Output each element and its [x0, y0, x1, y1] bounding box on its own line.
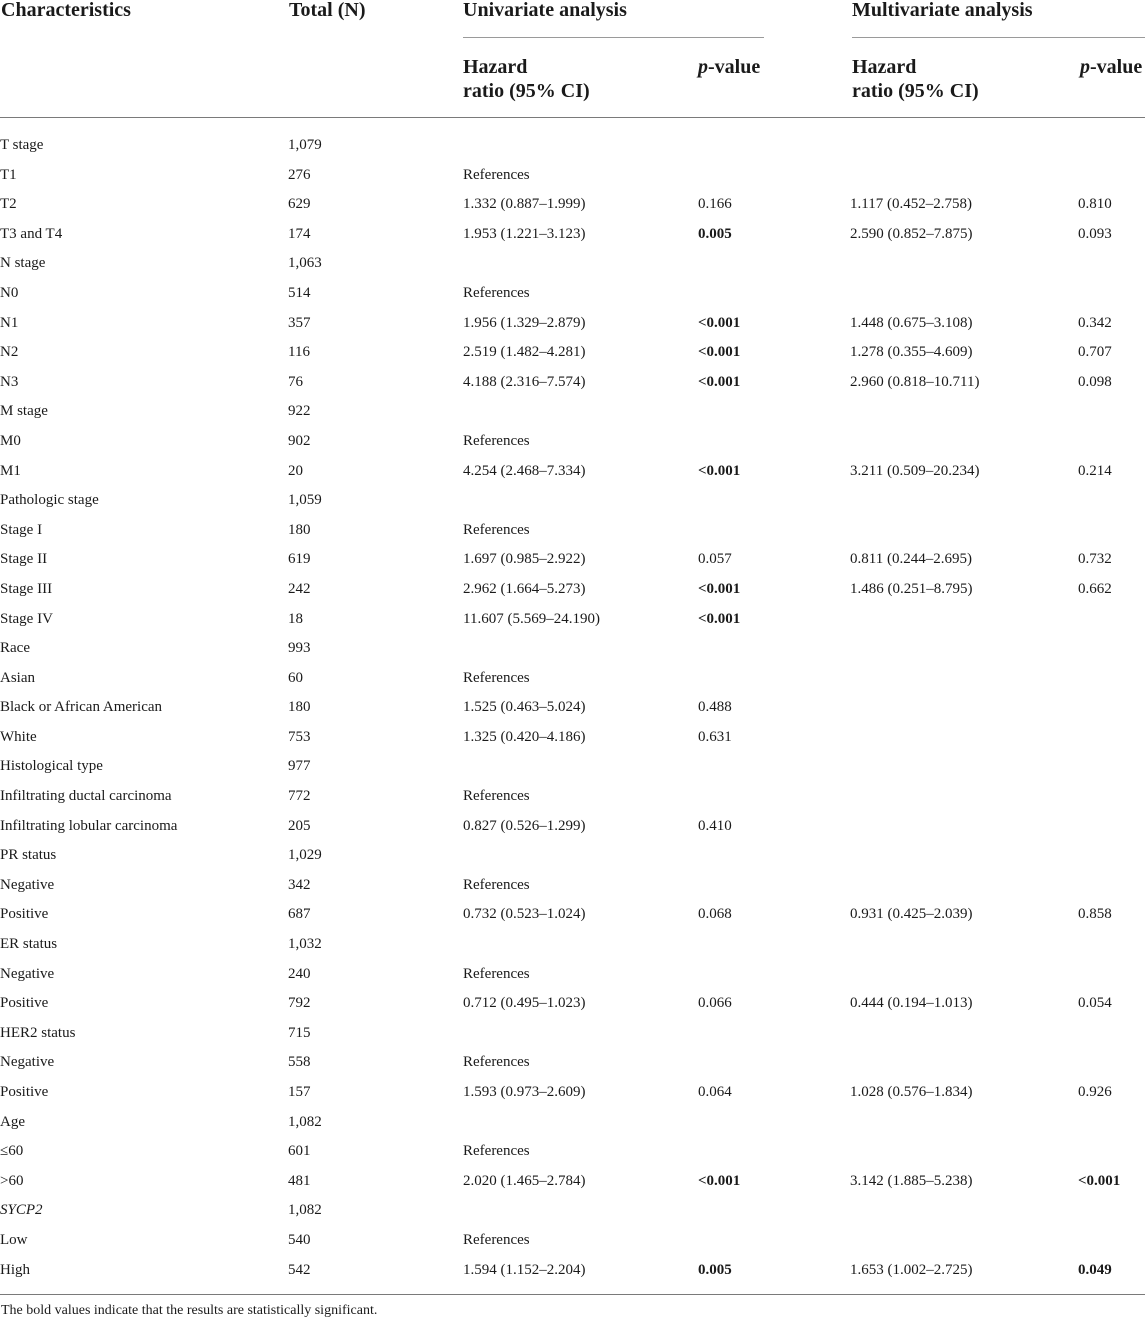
row-characteristic: Histological type	[0, 758, 103, 775]
row-total: 540	[288, 1231, 311, 1248]
row-characteristic: M1	[0, 462, 21, 479]
table-row	[0, 960, 1145, 990]
row-characteristic: M0	[0, 432, 21, 449]
row-multivariate-pvalue	[1078, 693, 1145, 723]
row-multivariate-hr	[850, 752, 1078, 782]
header-characteristics: Characteristics	[1, 0, 131, 21]
header-multivariate: Multivariate analysis	[852, 0, 1033, 21]
row-univariate-pvalue: <0.001	[698, 610, 741, 627]
row-characteristic: Stage II	[0, 551, 48, 568]
row-univariate-pvalue: 0.488	[698, 699, 732, 716]
row-univariate-hr: 0.712 (0.495–1.023)	[463, 995, 586, 1012]
row-multivariate-hr	[850, 397, 1078, 427]
row-total: 276	[288, 166, 311, 183]
row-characteristic: Black or African American	[0, 699, 163, 716]
row-univariate-pvalue: 0.631	[698, 728, 732, 745]
univariate-span-rule	[463, 37, 764, 38]
row-univariate-hr: 0.827 (0.526–1.299)	[463, 817, 586, 834]
row-univariate-hr	[463, 1196, 698, 1226]
header-total: Total (N)	[289, 0, 366, 21]
row-multivariate-pvalue	[1078, 516, 1145, 546]
row-total: 792	[288, 995, 311, 1012]
row-multivariate-pvalue: 0.707	[1078, 344, 1112, 361]
table-row	[0, 871, 1145, 901]
row-univariate-pvalue: 0.166	[698, 196, 732, 213]
row-univariate-pvalue	[698, 1019, 850, 1049]
row-multivariate-hr	[850, 871, 1078, 901]
row-multivariate-hr	[850, 782, 1078, 812]
header-univariate-hr	[463, 55, 590, 103]
table-row	[0, 989, 1145, 1019]
table-row	[0, 545, 1145, 575]
row-univariate-hr: References	[463, 965, 530, 982]
row-characteristic: Infiltrating ductal carcinoma	[0, 788, 172, 805]
row-univariate-pvalue: <0.001	[698, 344, 741, 361]
row-univariate-hr: 1.332 (0.887–1.999)	[463, 196, 586, 213]
row-multivariate-pvalue: 0.662	[1078, 580, 1112, 597]
row-characteristic: Stage III	[0, 580, 53, 597]
row-univariate-pvalue: 0.066	[698, 995, 732, 1012]
table-row	[0, 486, 1145, 516]
row-total: 772	[288, 788, 311, 805]
row-univariate-hr: References	[463, 1143, 530, 1160]
row-multivariate-pvalue: 0.926	[1078, 1084, 1112, 1100]
row-multivariate-hr	[850, 664, 1078, 694]
row-multivariate-hr: 1.486 (0.251–8.795)	[850, 580, 973, 597]
row-total: 542	[288, 1261, 311, 1278]
row-univariate-pvalue	[698, 486, 850, 516]
row-univariate-pvalue: <0.001	[698, 1172, 741, 1189]
row-multivariate-hr	[850, 516, 1078, 546]
row-univariate-pvalue	[698, 131, 850, 161]
row-total: 715	[288, 1024, 311, 1041]
table-row	[0, 427, 1145, 457]
row-multivariate-hr: 1.653 (1.002–2.725)	[850, 1261, 973, 1278]
table-row	[0, 1196, 1145, 1226]
table-row	[0, 664, 1145, 694]
row-univariate-hr: 11.607 (5.569–24.190)	[463, 610, 600, 627]
row-univariate-pvalue	[698, 427, 850, 457]
row-total: 116	[288, 344, 310, 361]
row-univariate-pvalue	[698, 752, 850, 782]
table-row	[0, 900, 1145, 930]
table-row	[0, 457, 1145, 487]
row-univariate-hr: 2.519 (1.482–4.281)	[463, 344, 586, 361]
row-multivariate-pvalue: <0.001	[1078, 1172, 1121, 1189]
row-univariate-pvalue	[698, 871, 850, 901]
row-multivariate-pvalue	[1078, 752, 1145, 782]
row-univariate-hr	[463, 131, 698, 161]
row-multivariate-pvalue: 0.810	[1078, 196, 1112, 213]
row-univariate-pvalue	[698, 1137, 850, 1167]
row-total: 76	[288, 373, 303, 390]
row-univariate-hr: 4.254 (2.468–7.334)	[463, 462, 586, 479]
row-multivariate-pvalue	[1078, 664, 1145, 694]
row-univariate-pvalue: 0.064	[698, 1084, 732, 1100]
row-multivariate-hr	[850, 693, 1078, 723]
table-row	[0, 1256, 1145, 1286]
row-multivariate-pvalue	[1078, 1048, 1145, 1078]
row-characteristic: N2	[0, 344, 19, 361]
header-multivariate-hr-line1: Hazard	[852, 56, 917, 78]
table-row	[0, 1137, 1145, 1167]
header-univariate: Univariate analysis	[463, 0, 627, 21]
header-univariate-hr-line2: ratio (95% CI)	[463, 80, 590, 102]
row-univariate-hr: 1.953 (1.221–3.123)	[463, 225, 586, 242]
row-characteristic: M stage	[0, 403, 48, 420]
row-multivariate-hr: 2.590 (0.852–7.875)	[850, 225, 973, 242]
row-total: 205	[288, 817, 311, 834]
row-multivariate-pvalue	[1078, 249, 1145, 279]
row-multivariate-pvalue: 0.054	[1078, 995, 1112, 1012]
header-multivariate-p-rest: -value	[1090, 56, 1143, 78]
row-total: 1,032	[288, 936, 322, 953]
row-total: 977	[288, 758, 311, 775]
row-univariate-hr	[463, 249, 698, 279]
row-univariate-pvalue: 0.068	[698, 906, 732, 923]
row-characteristic: SYCP2	[0, 1202, 43, 1219]
row-characteristic: T2	[0, 196, 17, 213]
row-total: 342	[288, 876, 311, 893]
row-characteristic: N3	[0, 373, 19, 390]
row-total: 993	[288, 640, 311, 657]
footnote: The bold values indicate that the results are statistically significant.	[1, 1303, 378, 1318]
row-univariate-hr	[463, 397, 698, 427]
row-multivariate-hr	[850, 605, 1078, 635]
row-multivariate-pvalue	[1078, 1137, 1145, 1167]
row-multivariate-hr	[850, 1108, 1078, 1138]
row-multivariate-hr: 0.444 (0.194–1.013)	[850, 995, 973, 1012]
row-univariate-pvalue	[698, 1048, 850, 1078]
row-characteristic: Negative	[0, 876, 55, 893]
row-total: 619	[288, 551, 311, 568]
row-characteristic: T3 and T4	[0, 225, 63, 242]
row-multivariate-hr: 3.211 (0.509–20.234)	[850, 462, 980, 479]
row-multivariate-hr	[850, 249, 1078, 279]
row-multivariate-hr: 1.117 (0.452–2.758)	[850, 196, 972, 213]
row-total: 753	[288, 728, 311, 745]
row-multivariate-hr	[850, 427, 1078, 457]
row-univariate-pvalue: 0.005	[698, 225, 732, 242]
row-multivariate-hr: 1.028 (0.576–1.834)	[850, 1084, 973, 1100]
row-multivariate-pvalue	[1078, 871, 1145, 901]
row-univariate-hr: 2.962 (1.664–5.273)	[463, 580, 586, 597]
row-univariate-pvalue: <0.001	[698, 314, 741, 331]
table-row	[0, 1167, 1145, 1197]
row-univariate-pvalue	[698, 960, 850, 990]
row-univariate-hr: References	[463, 788, 530, 805]
row-characteristic: T1	[0, 166, 17, 183]
row-multivariate-pvalue	[1078, 427, 1145, 457]
table-row	[0, 190, 1145, 220]
table-row	[0, 723, 1145, 753]
row-univariate-hr: 4.188 (2.316–7.574)	[463, 373, 586, 390]
row-univariate-pvalue: <0.001	[698, 373, 741, 390]
row-characteristic: Positive	[0, 995, 49, 1012]
row-characteristic: Negative	[0, 1054, 55, 1071]
row-total: 629	[288, 196, 311, 213]
row-multivariate-hr	[850, 634, 1078, 664]
table-row	[0, 841, 1145, 871]
table-row	[0, 1048, 1145, 1078]
row-univariate-pvalue	[698, 1196, 850, 1226]
table-row	[0, 249, 1145, 279]
table-row	[0, 220, 1145, 250]
row-univariate-hr: 1.325 (0.420–4.186)	[463, 728, 586, 745]
row-univariate-hr: 2.020 (1.465–2.784)	[463, 1172, 586, 1189]
row-multivariate-hr	[850, 723, 1078, 753]
table-row	[0, 1019, 1145, 1049]
row-total: 514	[288, 284, 311, 301]
row-characteristic: Infiltrating lobular carcinoma	[0, 817, 178, 834]
row-multivariate-pvalue	[1078, 161, 1145, 191]
row-total: 157	[288, 1084, 311, 1100]
row-total: 1,063	[288, 255, 322, 272]
row-univariate-hr	[463, 1019, 698, 1049]
results-table	[0, 131, 1145, 1285]
row-multivariate-pvalue	[1078, 841, 1145, 871]
row-characteristic: HER2 status	[0, 1024, 76, 1041]
row-univariate-pvalue	[698, 1226, 850, 1256]
header-multivariate-hr-line2: ratio (95% CI)	[852, 80, 979, 102]
row-multivariate-hr	[850, 486, 1078, 516]
row-total: 601	[288, 1143, 311, 1160]
row-characteristic: High	[0, 1261, 30, 1278]
row-total: 60	[288, 669, 303, 686]
row-total: 357	[288, 314, 311, 331]
table-row	[0, 752, 1145, 782]
row-multivariate-pvalue	[1078, 1196, 1145, 1226]
header-univariate-pvalue	[698, 55, 760, 79]
row-univariate-pvalue: 0.005	[698, 1261, 732, 1278]
row-univariate-pvalue	[698, 930, 850, 960]
row-multivariate-pvalue	[1078, 1019, 1145, 1049]
table-row	[0, 397, 1145, 427]
row-characteristic: Asian	[0, 669, 35, 686]
row-multivariate-hr	[850, 1019, 1078, 1049]
row-multivariate-pvalue	[1078, 812, 1145, 842]
row-multivariate-hr	[850, 279, 1078, 309]
table-row	[0, 605, 1145, 635]
row-characteristic: T stage	[0, 137, 44, 153]
row-total: 1,029	[288, 847, 322, 864]
row-characteristic: Race	[0, 640, 30, 657]
row-total: 180	[288, 521, 311, 538]
row-characteristic: Age	[0, 1113, 25, 1130]
row-univariate-hr: 1.525 (0.463–5.024)	[463, 699, 586, 716]
row-multivariate-pvalue	[1078, 960, 1145, 990]
row-univariate-hr: References	[463, 166, 530, 183]
row-characteristic: N stage	[0, 255, 46, 272]
row-multivariate-hr	[850, 841, 1078, 871]
row-multivariate-hr	[850, 812, 1078, 842]
row-univariate-hr: References	[463, 669, 530, 686]
row-univariate-hr	[463, 841, 698, 871]
row-multivariate-pvalue: 0.732	[1078, 551, 1112, 568]
header-univariate-p-italic: p	[698, 56, 708, 78]
table-row	[0, 575, 1145, 605]
row-total: 687	[288, 906, 311, 923]
row-multivariate-pvalue	[1078, 1226, 1145, 1256]
row-multivariate-hr: 3.142 (1.885–5.238)	[850, 1172, 973, 1189]
multivariate-span-rule	[852, 37, 1145, 38]
row-multivariate-hr	[850, 161, 1078, 191]
row-univariate-pvalue	[698, 634, 850, 664]
header-bottom-rule	[0, 117, 1145, 118]
row-total: 1,082	[288, 1202, 322, 1219]
table-row	[0, 368, 1145, 398]
row-total: 558	[288, 1054, 311, 1071]
header-multivariate-p-italic: p	[1080, 56, 1090, 78]
row-multivariate-pvalue	[1078, 782, 1145, 812]
row-total: 1,059	[288, 492, 322, 509]
row-characteristic: >60	[0, 1172, 24, 1189]
row-univariate-hr	[463, 1108, 698, 1138]
row-univariate-hr	[463, 752, 698, 782]
row-multivariate-pvalue	[1078, 397, 1145, 427]
row-univariate-pvalue	[698, 397, 850, 427]
row-characteristic: Negative	[0, 965, 55, 982]
row-multivariate-pvalue	[1078, 486, 1145, 516]
header-multivariate-pvalue	[1080, 55, 1142, 79]
table-row	[0, 279, 1145, 309]
row-univariate-pvalue	[698, 841, 850, 871]
table-row	[0, 338, 1145, 368]
table-row	[0, 930, 1145, 960]
row-total: 180	[288, 699, 311, 716]
row-univariate-hr: References	[463, 876, 530, 893]
row-multivariate-hr	[850, 1196, 1078, 1226]
row-univariate-hr: References	[463, 521, 530, 538]
row-multivariate-pvalue	[1078, 1108, 1145, 1138]
row-univariate-hr: References	[463, 284, 530, 301]
row-characteristic: Stage IV	[0, 610, 53, 627]
table-row	[0, 812, 1145, 842]
row-multivariate-pvalue	[1078, 279, 1145, 309]
row-characteristic: Positive	[0, 906, 49, 923]
table-row	[0, 1226, 1145, 1256]
row-multivariate-pvalue: 0.214	[1078, 462, 1112, 479]
row-univariate-hr: References	[463, 432, 530, 449]
table-row	[0, 309, 1145, 339]
row-univariate-hr	[463, 634, 698, 664]
row-characteristic: Low	[0, 1231, 28, 1248]
row-total: 18	[288, 610, 303, 627]
row-total: 902	[288, 432, 311, 449]
header-multivariate-hr	[852, 55, 979, 103]
row-characteristic: PR status	[0, 847, 57, 864]
row-multivariate-hr: 1.448 (0.675–3.108)	[850, 314, 973, 331]
row-characteristic: N1	[0, 314, 19, 331]
results-table-body	[0, 131, 1145, 1285]
row-univariate-pvalue: 0.410	[698, 817, 732, 834]
row-characteristic: Pathologic stage	[0, 492, 99, 509]
row-multivariate-pvalue	[1078, 605, 1145, 635]
row-multivariate-hr	[850, 960, 1078, 990]
table-row	[0, 693, 1145, 723]
table-row	[0, 1078, 1145, 1108]
row-univariate-pvalue: <0.001	[698, 580, 741, 597]
row-univariate-pvalue	[698, 1108, 850, 1138]
row-characteristic: White	[0, 728, 37, 745]
row-multivariate-pvalue	[1078, 634, 1145, 664]
row-univariate-hr: 1.697 (0.985–2.922)	[463, 551, 586, 568]
row-univariate-hr: References	[463, 1231, 530, 1248]
row-multivariate-pvalue: 0.858	[1078, 906, 1112, 923]
row-total: 174	[288, 225, 311, 242]
row-univariate-pvalue	[698, 161, 850, 191]
row-multivariate-pvalue	[1078, 723, 1145, 753]
row-total: 1,079	[288, 137, 322, 153]
header-univariate-hr-line1: Hazard	[463, 56, 528, 78]
row-univariate-hr	[463, 930, 698, 960]
row-univariate-pvalue: <0.001	[698, 462, 741, 479]
row-multivariate-hr	[850, 1137, 1078, 1167]
row-multivariate-pvalue: 0.098	[1078, 373, 1112, 390]
table-row	[0, 161, 1145, 191]
table-bottom-rule	[0, 1294, 1145, 1295]
row-characteristic: ER status	[0, 936, 58, 953]
row-total: 242	[288, 580, 311, 597]
row-multivariate-pvalue	[1078, 131, 1145, 161]
table-row	[0, 1108, 1145, 1138]
row-univariate-pvalue: 0.057	[698, 551, 732, 568]
row-multivariate-hr	[850, 1226, 1078, 1256]
row-characteristic: Stage I	[0, 521, 43, 538]
row-multivariate-hr	[850, 930, 1078, 960]
row-univariate-hr: 0.732 (0.523–1.024)	[463, 906, 586, 923]
row-univariate-hr: References	[463, 1054, 530, 1071]
row-total: 481	[288, 1172, 311, 1189]
row-multivariate-hr: 2.960 (0.818–10.711)	[850, 373, 980, 390]
row-univariate-pvalue	[698, 279, 850, 309]
table-row	[0, 131, 1145, 161]
row-total: 1,082	[288, 1113, 322, 1130]
row-characteristic: Positive	[0, 1084, 49, 1100]
row-total: 922	[288, 403, 311, 420]
row-univariate-pvalue	[698, 516, 850, 546]
row-univariate-pvalue	[698, 249, 850, 279]
row-total: 240	[288, 965, 311, 982]
row-multivariate-hr	[850, 1048, 1078, 1078]
row-univariate-hr	[463, 486, 698, 516]
row-univariate-hr: 1.594 (1.152–2.204)	[463, 1261, 586, 1278]
row-multivariate-pvalue: 0.093	[1078, 225, 1112, 242]
row-multivariate-hr: 0.811 (0.244–2.695)	[850, 551, 972, 568]
row-total: 20	[288, 462, 303, 479]
table-row	[0, 516, 1145, 546]
row-characteristic: N0	[0, 284, 19, 301]
table-row	[0, 782, 1145, 812]
row-univariate-pvalue	[698, 782, 850, 812]
row-multivariate-pvalue: 0.049	[1078, 1261, 1112, 1278]
row-multivariate-pvalue	[1078, 930, 1145, 960]
row-univariate-pvalue	[698, 664, 850, 694]
row-multivariate-pvalue: 0.342	[1078, 314, 1112, 331]
row-characteristic: ≤60	[0, 1143, 24, 1160]
row-multivariate-hr: 0.931 (0.425–2.039)	[850, 906, 973, 923]
row-multivariate-hr: 1.278 (0.355–4.609)	[850, 344, 973, 361]
table-row	[0, 634, 1145, 664]
row-univariate-hr: 1.593 (0.973–2.609)	[463, 1084, 586, 1100]
header-univariate-p-rest: -value	[708, 56, 761, 78]
row-univariate-hr: 1.956 (1.329–2.879)	[463, 314, 586, 331]
row-multivariate-hr	[850, 131, 1078, 161]
